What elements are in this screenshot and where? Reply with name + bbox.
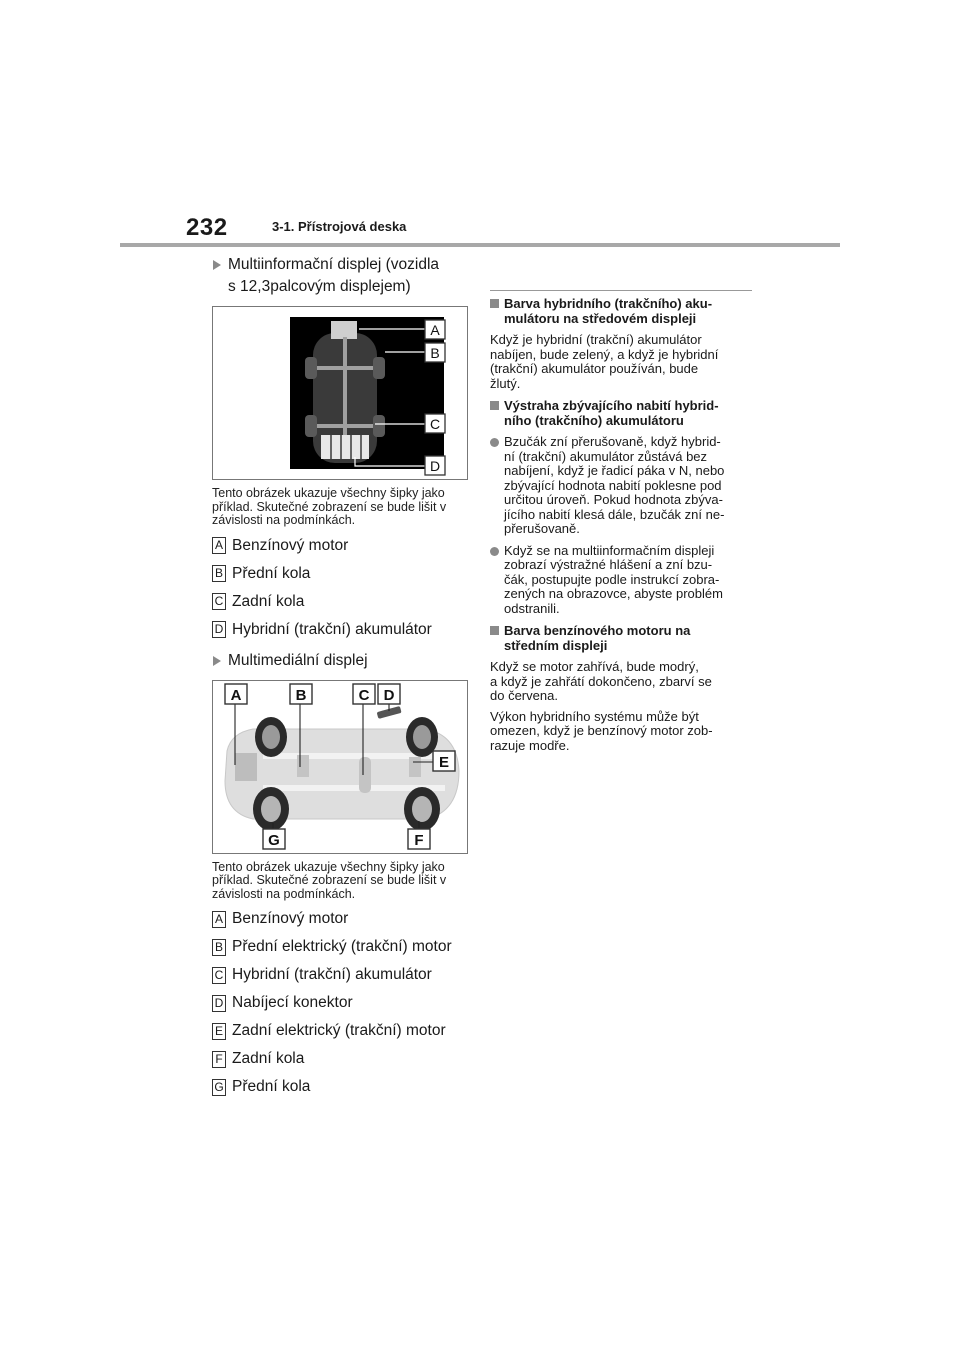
list-item-text: Hybridní (trakční) akumulátor [232,620,432,638]
fig2-label-e: E [438,753,450,771]
triangle-bullet-icon [213,260,221,270]
fig2-label-b: B [295,686,307,704]
fig1-label-b: B [430,345,440,361]
section-title: 3-1. Přístrojová deska [272,219,407,234]
badge: F [212,1051,226,1068]
figure2-caption: Tento obrázek ukazuje všechny šipky jako příklad. Skutečné zobrazení se bude lišit v závislosti na podmínkách. [212,859,447,901]
figure1-caption: Tento obrázek ukazuje všechny šipky jako příklad. Skutečné zobrazení se bude lišit v závislosti na podmínkách. [212,486,447,527]
fig1-label-d: D [429,458,441,474]
round-bullet-icon [490,547,499,556]
figure-multimedia-display [212,680,468,854]
list-item-text: Benzínový motor [232,910,349,927]
list-item-text: Nabíjecí konektor [232,994,353,1011]
list-item-text: Přední kola [232,564,311,582]
badge: B [212,939,226,956]
fig2-label-c: C [358,686,370,704]
list2 [212,909,470,1097]
heading-text: Barva benzínového motoru na středním displeji [504,623,691,653]
list-item-text: Benzínový motor [232,536,349,554]
figure-multiinfo-display [212,306,468,480]
list-item [212,1049,470,1069]
right-heading [490,624,752,653]
list-item [212,620,470,640]
header-rule [120,243,840,247]
paragraph: Když se motor zahřívá, bude modrý, a když je zahřátí dokončeno, zbarví se do červena. [490,659,712,703]
page-number: 232 [186,214,228,241]
list-item-text: Zadní kola [232,592,305,610]
badge: D [212,995,226,1012]
list-item [212,592,470,612]
badge: D [212,621,226,638]
section2-title: Multimediální displej [228,651,368,669]
badge: E [212,1023,226,1040]
list-item [212,909,470,929]
bullet-item [490,544,752,617]
badge: G [212,1079,226,1096]
heading-text: Barva hybridního (trakčního) aku- mulátoru na středovém displeji [504,296,713,326]
list1 [212,536,470,640]
list-item [212,536,470,556]
square-bullet-icon [490,626,499,635]
section-heading [212,650,470,672]
heading-text: Výstraha zbývajícího nabití hybrid- ního (trakčního) akumulátoru [504,398,719,428]
column-rule [490,290,752,291]
list-item-text: Přední kola [232,1078,311,1095]
section1-title: Multiinformační displej (vozidla s 12,3palcovým displejem) [228,256,440,295]
list-item [212,993,470,1013]
right-column [490,290,752,753]
round-bullet-icon [490,438,499,447]
list-item-text: Zadní kola [232,1050,305,1067]
left-column [212,254,470,1097]
square-bullet-icon [490,401,499,410]
paragraph: Když je hybridní (trakční) akumulátor nabíjen, bude zelený, a když je hybridní (trakční) akumulátor používán, bude žlutý. [490,332,719,391]
bullet-text: Když se na multiinformačním displeji zobrazí výstražné hlášení a zní bzu- čák, postupujte podle instrukcí zobra- zených na obrazovce, abyste problém odstranili. [504,542,723,616]
triangle-bullet-icon [213,656,221,666]
list-item [212,937,470,957]
list-item [212,564,470,584]
fig2-label-d: D [383,686,395,704]
badge: A [212,911,226,928]
fig2-label-f: F [414,831,424,849]
badge: C [212,967,226,984]
list-item [212,1077,470,1097]
fig2-label-g: G [268,831,280,849]
badge: A [212,537,226,554]
list-item-text: Zadní elektrický (trakční) motor [232,1022,446,1039]
bullet-text: Bzučák zní přerušovaně, když hybrid- ní (trakční) akumulátor zůstává bez nabíjení, když je řadicí páka v N, nebo zbývající hodnota nabití poklesne pod určitou úroveň. Pokud hodnota zbýva- jícího nabití klesá dále, bzučák zní ne- přerušovaně. [504,434,725,536]
list-item-text: Hybridní (trakční) akumulátor [232,966,432,983]
paragraph: Výkon hybridního systému může být omezen, když je benzínový motor zob- razuje modře. [490,708,713,753]
right-heading [490,297,752,326]
badge: C [212,593,226,610]
fig1-label-c: C [429,416,441,432]
section-heading [212,254,470,298]
list-item [212,965,470,985]
fig1-label-a: A [430,322,440,338]
square-bullet-icon [490,299,499,308]
badge: B [212,565,226,582]
right-heading [490,399,752,428]
bullet-item [490,435,752,537]
list-item [212,1021,470,1041]
fig2-label-a: A [230,686,242,704]
list-item-text: Přední elektrický (trakční) motor [232,938,452,955]
